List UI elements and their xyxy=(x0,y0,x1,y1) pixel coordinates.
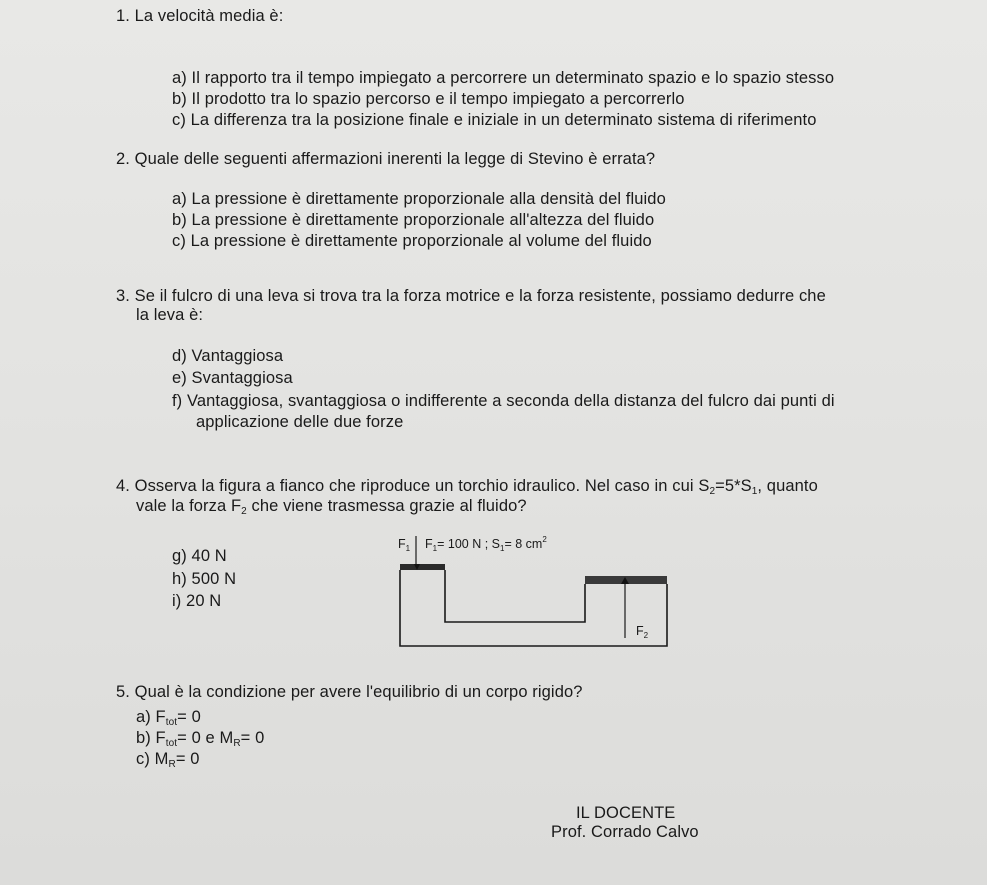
q4-text-d: che viene trasmessa grazie al fluido? xyxy=(246,497,527,515)
q1-option-a: a) Il rapporto tra il tempo impiegato a percorrere un determinato spazio e lo spazio stesso xyxy=(172,69,835,87)
figure-f2-label: $F_2$ xyxy=(636,624,649,640)
q4-option-h: h) 500 N xyxy=(172,570,237,588)
q4-equation: =5*S xyxy=(715,477,752,495)
q5-b-mid: = 0 e M xyxy=(177,729,234,747)
q5-c-rest: = 0 xyxy=(175,750,200,768)
q4-s1-subscript: 1 xyxy=(751,486,758,497)
q4-text-c: vale la forza F xyxy=(136,497,242,515)
q4-text-b: , quanto xyxy=(757,477,818,495)
q2-option-a: a) La pressione è direttamente proporzionale alla densità del fluido xyxy=(172,190,666,208)
q5-b-rest: = 0 xyxy=(240,729,265,747)
q1-option-c: c) La differenza tra la posizione finale e iniziale in un determinato sistema di riferimento xyxy=(172,111,817,129)
q3-option-f-line1: f) Vantaggiosa, svantaggiosa o indifferente a seconda della distanza del fulcro dai punti di xyxy=(172,392,835,410)
signature-name: Prof. Corrado Calvo xyxy=(551,823,699,841)
q3-option-d: d) Vantaggiosa xyxy=(172,347,284,365)
q3-question-line1: 3. Se il fulcro di una leva si trova tra la forza motrice e la forza resistente, possiamo dedurre che xyxy=(116,287,826,305)
figure-f1-label: $F_1$ xyxy=(398,537,411,553)
q4-option-i: i) 20 N xyxy=(172,592,222,610)
q1-question: 1. La velocità media è: xyxy=(116,7,284,25)
q5-question: 5. Qual è la condizione per avere l'equilibrio di un corpo rigido? xyxy=(116,683,583,701)
q3-option-e: e) Svantaggiosa xyxy=(172,369,293,387)
q1-option-b: b) Il prodotto tra lo spazio percorso e il tempo impiegato a percorrerlo xyxy=(172,90,685,108)
q2-option-b: b) La pressione è direttamente proporzionale all'altezza del fluido xyxy=(172,211,655,229)
q5-b-subscript: tot xyxy=(165,738,178,749)
q5-b-prefix: b) F xyxy=(136,729,166,747)
q5-a-subscript: tot xyxy=(165,717,178,728)
q4-question-line2 xyxy=(136,496,527,522)
figure-given-data: $F_1= 100$ N ; $S_1= 8$ $cm^2$ xyxy=(425,535,547,553)
q4-s2-subscript: 2 xyxy=(709,486,716,497)
q3-question-line2: la leva è: xyxy=(136,306,204,324)
signature-title: IL DOCENTE xyxy=(576,804,676,822)
q5-c-subscript: R xyxy=(168,759,176,770)
q2-option-c: c) La pressione è direttamente proporzionale al volume del fluido xyxy=(172,232,652,250)
q5-b-subscript2: R xyxy=(233,738,241,749)
q4-option-g: g) 40 N xyxy=(172,547,227,565)
q5-a-prefix: a) F xyxy=(136,708,166,726)
q5-option-c xyxy=(136,749,200,775)
q4-f2-subscript: 2 xyxy=(241,506,247,517)
q5-a-rest: = 0 xyxy=(177,708,201,726)
press-vessel-inner xyxy=(445,570,585,622)
q4-text-a: 4. Osserva la figura a fianco che riproduce un torchio idraulico. Nel caso in cui S xyxy=(116,477,710,495)
hydraulic-press-figure xyxy=(390,528,680,654)
q5-c-prefix: c) M xyxy=(136,750,169,768)
q2-question: 2. Quale delle seguenti affermazioni inerenti la legge di Stevino è errata? xyxy=(116,150,656,168)
small-piston xyxy=(400,564,445,570)
q3-option-f-line2: applicazione delle due forze xyxy=(196,413,404,431)
